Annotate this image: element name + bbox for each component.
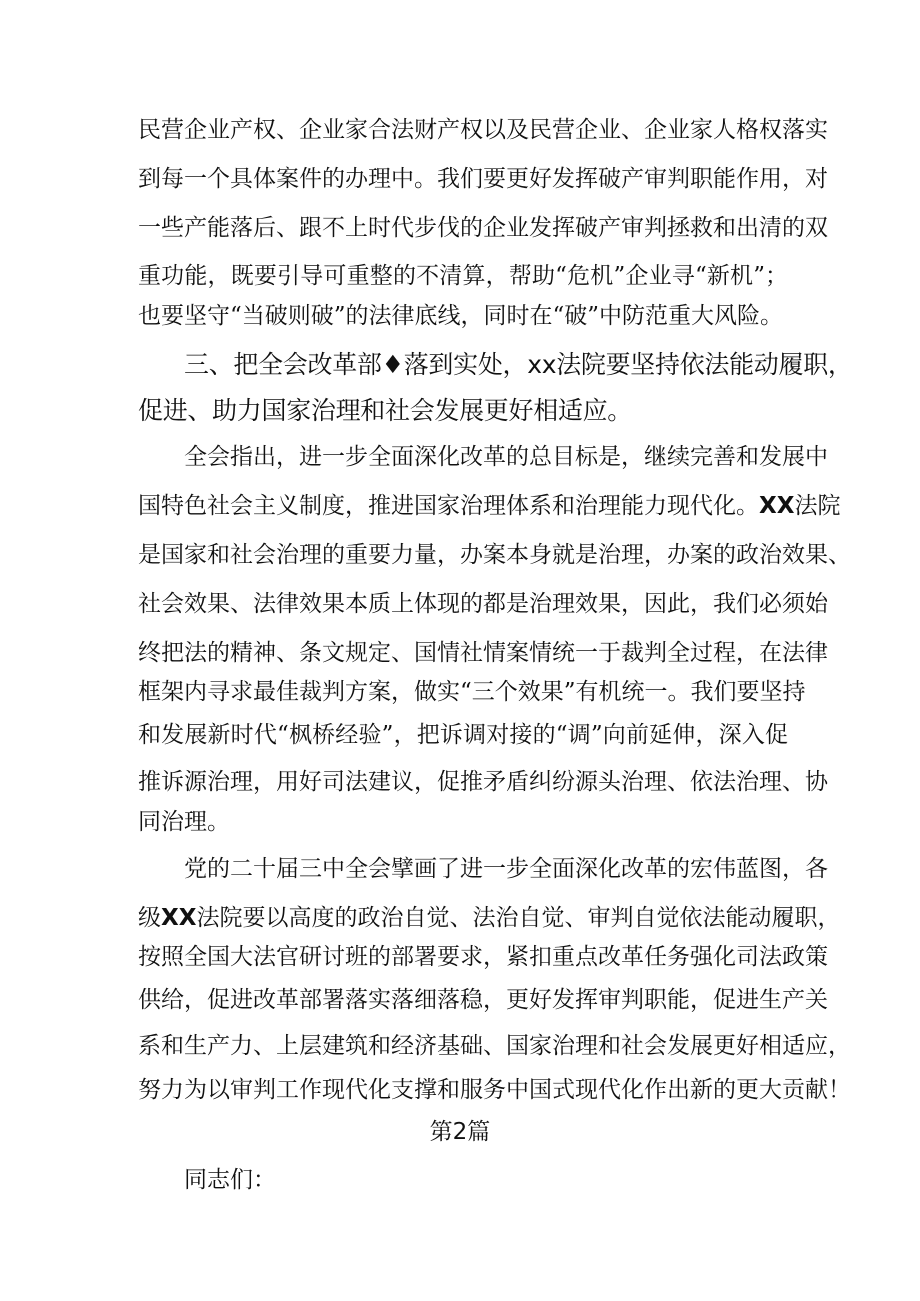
xx-placeholder: XX	[759, 493, 795, 519]
section-heading: 三、把全会改革部♦落到实处，xx法院要坚持依法能动履职，	[184, 350, 853, 379]
paragraph-line: 同治理。	[138, 809, 230, 835]
text-span: 级	[138, 905, 161, 931]
text-span: 法院	[794, 493, 841, 519]
paragraph-line: 社会效果、法律效果本质上体现的都是治理效果，因此，我们必须始	[138, 591, 828, 617]
paragraph-line: 党的二十届三中全会擘画了进一步全面深化改革的宏伟蓝图，各	[184, 856, 828, 882]
paragraph-line: 全会指出，进一步全面深化改革的总目标是，继续完善和发展中	[184, 444, 828, 470]
paragraph-line-mixed	[138, 898, 841, 938]
paragraph-line: 重功能，既要引导可重整的不清算，帮助“危机”企业寻“新机”；	[138, 263, 788, 289]
text-span: 国特色社会主义制度，推进国家治理体系和治理能力现代化。	[138, 493, 759, 519]
paragraph-line: 系和生产力、上层建筑和经济基础、国家治理和社会发展更好相适应，	[138, 1033, 851, 1059]
paragraph-line: 供给，促进改革部署落实落细落稳，更好发挥审判职能，促进生产关	[138, 987, 828, 1013]
paragraph-line: 努力为以审判工作现代化支撑和服务中国式现代化作出新的更大贡献！	[138, 1077, 851, 1103]
paragraph-line: 和发展新时代“枫桥经验”，把诉调对接的“调”向前延伸，深入促	[138, 722, 788, 748]
paragraph-line: 到每一个具体案件的办理中。我们要更好发挥破产审判职能作用，对	[138, 166, 828, 192]
xx-placeholder: XX	[161, 905, 197, 931]
section-title: 第2篇	[429, 1119, 491, 1145]
paragraph-line: 推诉源治理，用好司法建议，促推矛盾纠纷源头治理、依法治理、协	[138, 769, 828, 795]
section-heading-cont: 促进、助力国家治理和社会发展更好相适应。	[138, 396, 633, 425]
paragraph-line-mixed	[138, 486, 841, 526]
text-span: 法院要以高度的政治自觉、法治自觉、审判自觉依法能动履职，	[196, 905, 841, 931]
paragraph-line: 按照全国大法官研讨班的部署要求，紧扣重点改革任务强化司法政策	[138, 944, 828, 970]
paragraph-line: 也要坚守“当破则破”的法律底线，同时在“破”中防范重大风险。	[138, 303, 784, 329]
paragraph-line: 一些产能落后、跟不上时代步伐的企业发挥破产审判拯救和出清的双	[138, 215, 828, 241]
paragraph-line: 框架内寻求最佳裁判方案，做实“三个效果”有机统一。我们要坚持	[138, 679, 806, 705]
paragraph-line: 终把法的精神、条文规定、国情社情案情统一于裁判全过程，在法律	[138, 640, 828, 666]
paragraph-line: 民营企业产权、企业家合法财产权以及民营企业、企业家人格权落实	[138, 117, 828, 143]
paragraph-line: 是国家和社会治理的重要力量，办案本身就是治理，办案的政治效果、	[138, 542, 851, 568]
greeting: 同志们：	[184, 1167, 276, 1193]
